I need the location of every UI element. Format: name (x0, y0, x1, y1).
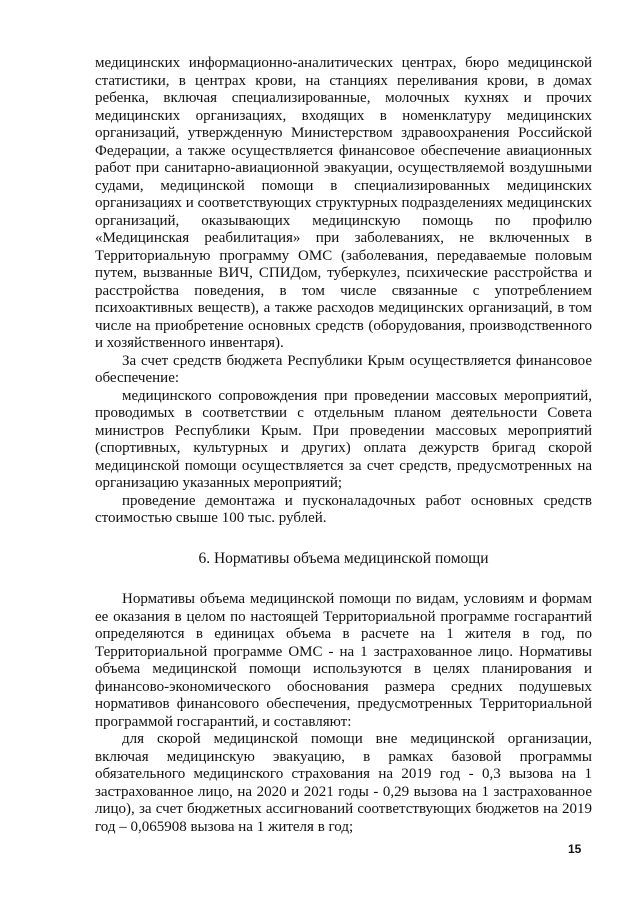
paragraph-volume-norms: Нормативы объема медицинской помощи по видам, условиям и формам ее оказания в целом по настоящей Территориальной программе госгарантий определяются в единицах объема в расчете на 1 жителя в год, по Территориальной программе ОМС - на 1 застрахованное лицо. Нормативы объема медицинской помощи используются в целях планирования и финансово-экономического обоснования размера средних подушевых нормативов финансового обеспечения, предусмотренных Территориальной программой госгарантий, и составляют: (95, 591, 592, 730)
paragraph-mass-events: медицинского сопровождения при проведении массовых мероприятий, проводимых в соответствии с отдельным планом деятельности Совета министров Республики Крым. При проведении массовых мероприятий (спортивных, культурных и других) оплата дежурств бригад скорой медицинской помощи осуществляется за счет средств, предусмотренных на организацию указанных мероприятий; (95, 387, 592, 491)
paragraph-emergency-care: для скорой медицинской помощи вне медицинской организации, включая медицинскую эвакуацию, в рамках базовой программы обязательного медицинского страхования на 2019 год - 0,3 вызова на 1 застрахованное лицо, на 2020 и 2021 годы - 0,29 вызова на 1 застрахованное лицо), за счет бюджетных ассигнований соответствующих бюджетов на 2019 год – 0,065908 вызова на 1 жителя в год; (95, 731, 592, 835)
section-heading: 6. Нормативы объема медицинской помощи (198, 549, 489, 567)
paragraph-continuation: медицинских информационно-аналитических центрах, бюро медицинской статистики, в центрах крови, на станциях переливания крови, в домах ребенка, включая специализированные, молочных кухнях и прочих медицинских организациях, входящих в номенклатуру медицинских организаций, утвержденную Министерством здравоохранения Российской Федерации, а также осуществляется финансовое обеспечение авиационных работ при санитарно-авиационной эвакуации, осуществляемой воздушными судами, медицинской помощи в специализированных медицинских организациях и соответствующих структурных подразделениях медицинских организаций, оказывающих медицинскую помощь по профилю «Медицинская реабилитация» при заболеваниях, не включенных в Территориальную программу ОМС (заболевания, передаваемые половым путем, вызванные ВИЧ, СПИДом, туберкулез, психические расстройства и расстройства поведения, в том числе связанные с употреблением психоактивных веществ), а также расходов медицинских организаций, в том числе на приобретение основных средств (оборудования, производственного и хозяйственного инвентаря). (95, 55, 592, 351)
paragraph-budget-intro: За счет средств бюджета Республики Крым осуществляется финансовое обеспечение: (95, 352, 592, 386)
document-body (95, 55, 592, 836)
paragraph-dismantling: проведение демонтажа и пусконаладочных работ основных средств стоимостью свыше 100 тыс. рублей. (95, 492, 592, 526)
page-number: 15 (568, 842, 582, 856)
